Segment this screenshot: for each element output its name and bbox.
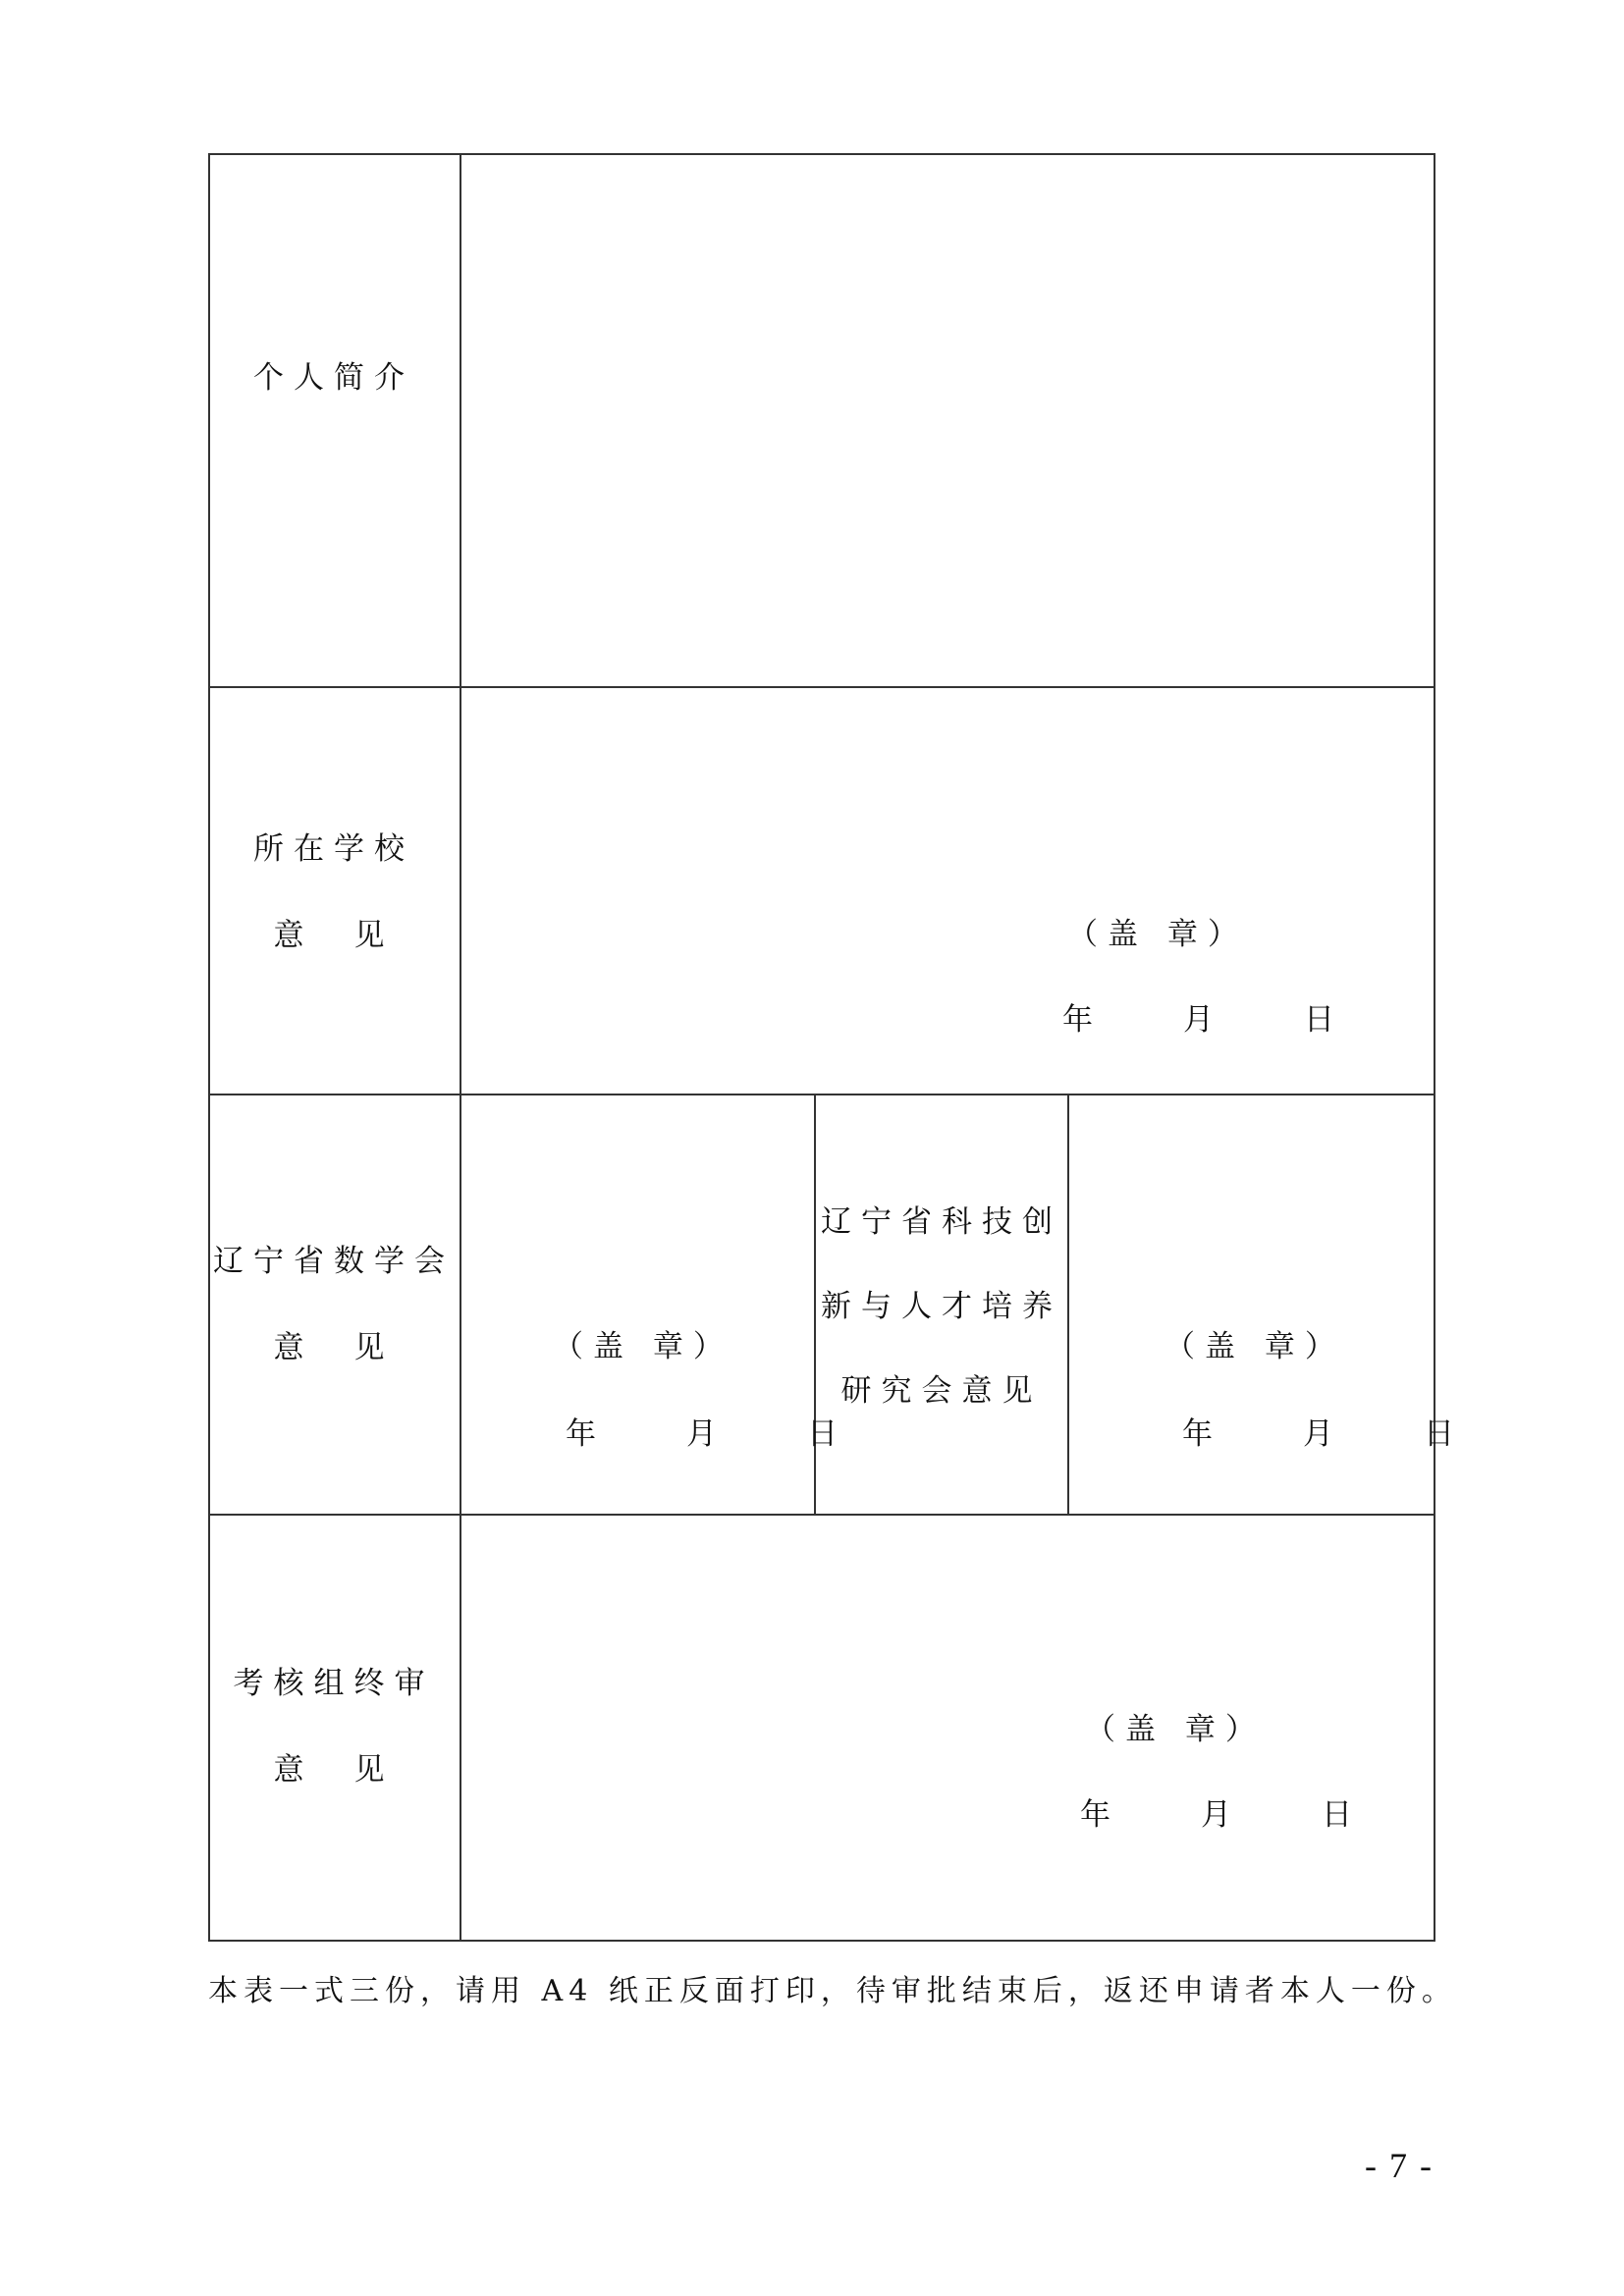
math-society-label-line2: 意 见 bbox=[273, 1330, 395, 1365]
final-review-seal: （盖 章） bbox=[1085, 1712, 1266, 1747]
math-society-field[interactable] bbox=[461, 1095, 810, 1508]
research-society-field[interactable] bbox=[1070, 1095, 1432, 1508]
research-society-seal: （盖 章） bbox=[1164, 1329, 1345, 1364]
school-opinion-date: 年 月 日 bbox=[1062, 1002, 1344, 1038]
profile-field[interactable] bbox=[461, 157, 1432, 682]
final-review-label-line2: 意 见 bbox=[273, 1752, 395, 1788]
school-opinion-field[interactable] bbox=[461, 688, 1432, 1089]
math-society-date: 年 月 日 bbox=[566, 1416, 847, 1452]
final-review-field[interactable] bbox=[461, 1516, 1432, 1938]
profile-label: 个人简介 bbox=[253, 360, 414, 396]
research-society-label-line2: 新与人才培养 bbox=[821, 1289, 1062, 1324]
research-society-label-line3: 研究会意见 bbox=[840, 1373, 1043, 1409]
research-society-label-line1: 辽宁省科技创 bbox=[821, 1204, 1062, 1240]
column-divider bbox=[1067, 1094, 1069, 1516]
math-society-label-line1: 辽宁省数学会 bbox=[213, 1244, 455, 1279]
school-opinion-seal: （盖 章） bbox=[1067, 917, 1248, 952]
page-number: - 7 - bbox=[1365, 2146, 1434, 2185]
school-opinion-label-line1: 所在学校 bbox=[253, 831, 414, 867]
form-footnote: 本表一式三份，请用 A4 纸正反面打印，待审批结束后，返还申请者本人一份。 bbox=[208, 1974, 1457, 2008]
final-review-label-line1: 考核组终审 bbox=[233, 1666, 435, 1701]
math-society-seal: （盖 章） bbox=[553, 1329, 733, 1364]
final-review-date: 年 月 日 bbox=[1080, 1797, 1362, 1833]
column-divider bbox=[814, 1094, 816, 1516]
school-opinion-label-line2: 意 见 bbox=[273, 918, 395, 953]
research-society-date: 年 月 日 bbox=[1182, 1416, 1464, 1452]
